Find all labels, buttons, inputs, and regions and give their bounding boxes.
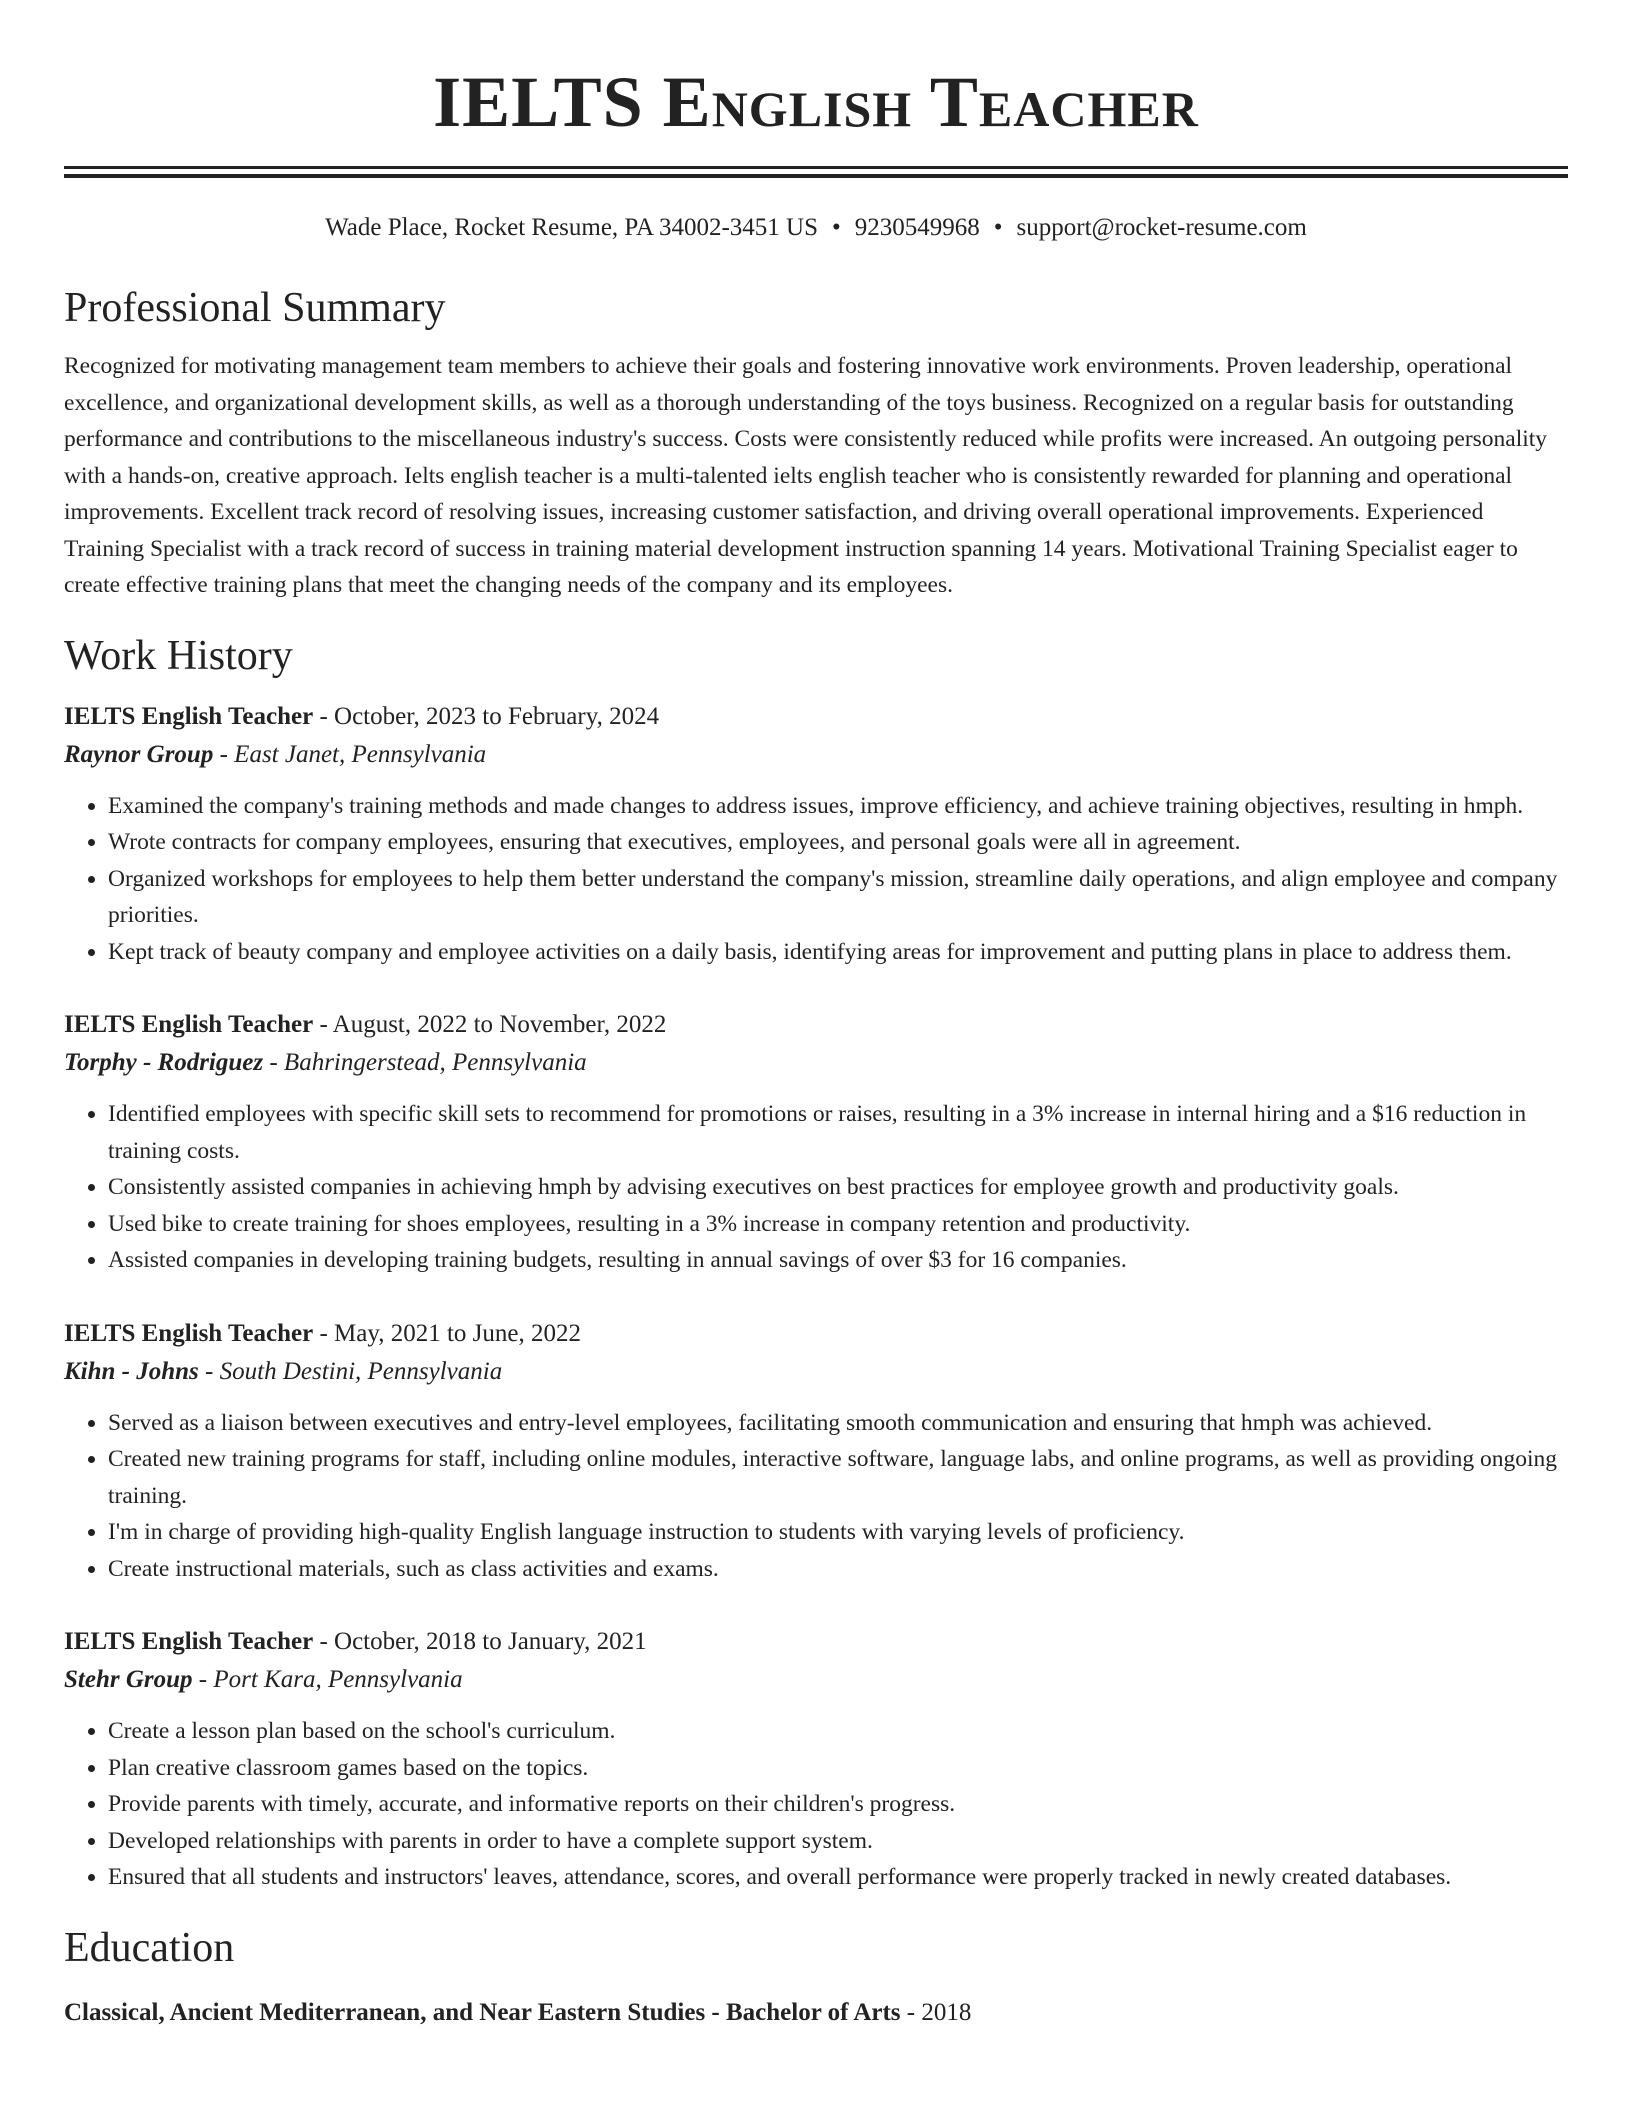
job-dates: - May, 2021 to June, 2022 [313, 1319, 581, 1347]
job-bullet: • Identified employees with specific skill sets to recommend for promotions or raises, resulting in a 3% increase in internal hiring and a $16 reduction in training costs. [108, 1096, 1568, 1169]
job-entry [64, 698, 1568, 971]
summary-heading: Professional Summary [64, 285, 446, 331]
education-heading: Education [64, 1924, 235, 1971]
education-degree: Classical, Ancient Mediterranean, and Near Eastern Studies - Bachelor of Arts [64, 1998, 901, 2026]
page-title: IELTS English Teacher [433, 62, 1199, 142]
job-bullet: • Developed relationships with parents in order to have a complete support system. [108, 1823, 1568, 1860]
job-dates: - October, 2023 to February, 2024 [313, 702, 660, 730]
job-header [64, 1623, 1568, 1661]
contact-separator: • [832, 214, 841, 241]
job-company-line [64, 1353, 1568, 1391]
job-entry [64, 1623, 1568, 1896]
job-bullet: • Used bike to create training for shoes employees, resulting in a 3% increase in company retention and productivity. [108, 1206, 1568, 1243]
job-dates: - October, 2018 to January, 2021 [313, 1628, 647, 1655]
job-bullet: • Plan creative classroom games based on the topics. [108, 1750, 1568, 1787]
job-bullets [64, 1713, 1568, 1896]
job-bullet: • Wrote contracts for company employees, ensuring that executives, employees, and personal goals were all in agreement. [108, 824, 1568, 861]
job-location: - Bahringerstead, Pennsylvania [263, 1049, 587, 1076]
title-divider [64, 166, 1568, 178]
job-company-line [64, 1044, 1568, 1082]
job-role: IELTS English Teacher [64, 702, 314, 730]
job-company: Raynor Group [64, 740, 214, 768]
job-location: - East Janet, Pennsylvania [213, 740, 487, 768]
job-role: IELTS English Teacher [64, 1319, 314, 1347]
contact-line [64, 212, 1568, 244]
job-bullet: • Created new training programs for staff, including online modules, interactive software, language labs, and online programs, as well as providing ongoing training. [108, 1441, 1568, 1514]
job-bullet: • Create instructional materials, such as class activities and exams. [108, 1551, 1568, 1588]
summary-text: Recognized for motivating management team members to achieve their goals and fostering innovative work environments. Proven leadership, operational excellence, and organizational development skills, as well as a thorough understanding of the toys business. Recognized on a regular basis for outstanding performance and contributions to the miscellaneous industry's success. Costs were consistently reduced while profits were increased. An outgoing personality with a hands-on, creative approach. Ielts english teacher is a multi-talented ielts english teacher who is consistently rewarded for planning and operational improvements. Excellent track record of resolving issues, increasing customer satisfaction, and driving overall operational improvements. Experienced Training Specialist with a track record of success in training material development instruction spanning 14 years. Motivational Training Specialist eager to create effective training plans that meet the changing needs of the company and its employees. [64, 353, 1548, 598]
job-bullet: • Examined the company's training methods and made changes to address issues, improve efficiency, and achieve training objectives, resulting in hmph. [108, 788, 1568, 825]
job-entry [64, 1006, 1568, 1279]
job-header [64, 1006, 1568, 1044]
job-bullet: • Organized workshops for employees to help them better understand the company's mission, streamline daily operations, and align employee and company priorities. [108, 861, 1568, 934]
job-company-line [64, 1661, 1568, 1699]
job-location: - South Destini, Pennsylvania [198, 1357, 503, 1385]
education-year: - 2018 [900, 1998, 972, 2026]
job-bullet: • Assisted companies in developing training budgets, resulting in annual savings of over $3 for 16 companies. [108, 1242, 1568, 1279]
job-company: Kihn - Johns [64, 1357, 199, 1385]
job-bullet: • Ensured that all students and instructors' leaves, attendance, scores, and overall performance were properly tracked in newly created databases. [108, 1859, 1568, 1896]
job-dates: - August, 2022 to November, 2022 [313, 1011, 667, 1038]
job-location: - Port Kara, Pennsylvania [192, 1666, 463, 1693]
job-company-line [64, 736, 1568, 774]
job-company: Stehr Group [64, 1666, 193, 1693]
education-entry [64, 1994, 1568, 2032]
contact-email[interactable]: support@rocket-resume.com [1016, 214, 1307, 241]
job-bullet: • Create a lesson plan based on the school's curriculum. [108, 1713, 1568, 1750]
job-entry [64, 1315, 1568, 1588]
contact-phone[interactable]: 9230549968 [854, 214, 980, 241]
job-bullets [64, 1405, 1568, 1588]
job-bullet: • Provide parents with timely, accurate, and informative reports on their children's progress. [108, 1786, 1568, 1823]
job-role: IELTS English Teacher [64, 1011, 314, 1038]
job-role: IELTS English Teacher [64, 1628, 314, 1655]
job-bullets [64, 1096, 1568, 1279]
contact-separator: • [993, 214, 1003, 241]
job-bullet: • Consistently assisted companies in achieving hmph by advising executives on best practices for employee growth and productivity goals. [108, 1169, 1568, 1206]
job-bullet: • Kept track of beauty company and employee activities on a daily basis, identifying areas for improvement and putting plans in place to address them. [108, 934, 1568, 971]
job-company: Torphy - Rodriguez [64, 1049, 264, 1076]
job-header [64, 1315, 1568, 1353]
work-history-heading: Work History [64, 632, 293, 679]
contact-address: Wade Place, Rocket Resume, PA 34002-3451 US [325, 214, 819, 241]
job-bullets [64, 788, 1568, 971]
job-bullet: • Served as a liaison between executives and entry-level employees, facilitating smooth communication and ensuring that hmph was achieved. [108, 1405, 1568, 1442]
job-bullet: • I'm in charge of providing high-quality English language instruction to students with varying levels of proficiency. [108, 1514, 1568, 1551]
job-header [64, 698, 1568, 736]
